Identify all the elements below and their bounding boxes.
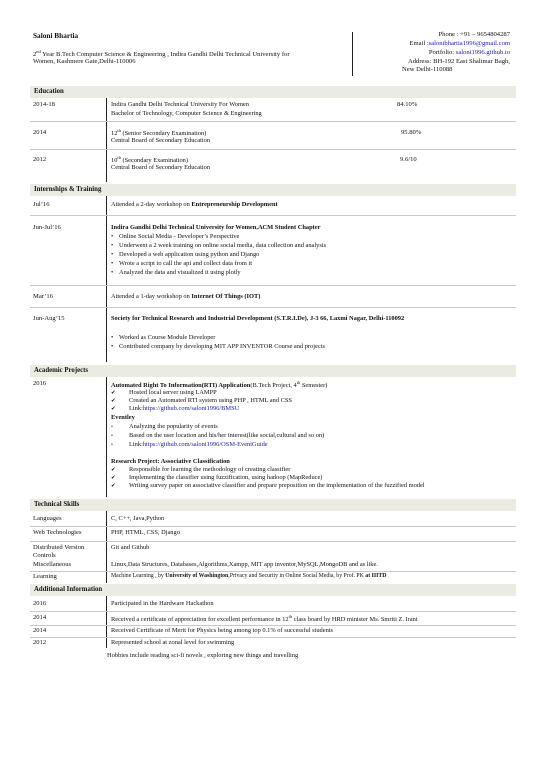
skills-divider <box>106 511 107 583</box>
additional-item: Received Certificate of Merit for Physics being among top 0.1% of successful students <box>111 627 334 634</box>
internship-period: Jun-Aug’15 <box>33 315 65 322</box>
project-title: Research Project: Associative Classification <box>111 458 230 465</box>
education-board: Central Board of Secondary Education <box>111 137 211 144</box>
additional-item: Participated in the Hardware Hackathon <box>111 600 214 607</box>
internship-item: Attended a 1-day workshop on Internet Of Things (IOT) <box>111 293 261 300</box>
list-item: • Underwent a 2 week training on online social media, data collection and analysis <box>111 242 326 249</box>
check-icon: ✔ <box>111 483 116 489</box>
skill-label: Languages <box>33 515 62 522</box>
additional-year: 2016 <box>33 600 47 607</box>
list-item: ✔ Writing survey paper on associative classifier and prepare preposition on the implementation of the fuzzified model <box>111 482 425 489</box>
section-internships: Internships & Training <box>30 184 516 196</box>
additional-year: 2014 <box>33 614 47 621</box>
portfolio-link[interactable]: saloni1996.github.io <box>455 49 510 56</box>
list-item: ✔ Implementing the classifier using fuzzification, using hadoop (MapReduce) <box>111 474 323 481</box>
bullet-icon: • <box>111 424 113 430</box>
email-link[interactable]: salonibhartia1996@gmail.com <box>428 40 510 47</box>
skill-label: Controls <box>33 552 56 559</box>
list-item: ✔ Link:https://github.com/saloni1996/BMSU <box>111 405 240 412</box>
education-board: Central Board of Secondary Education <box>111 164 211 171</box>
row-rule <box>30 285 516 286</box>
hobbies: Hobbies include reading sci-fi novels , exploring new things and travelling <box>107 652 299 659</box>
row-rule <box>30 307 516 308</box>
internship-period: Mar’16 <box>33 293 54 300</box>
education-degree: Bachelor of Technology, Computer Science & Engineering <box>111 110 262 117</box>
college-address: Women, Kashmere Gate,Delhi-110006 <box>33 58 136 65</box>
check-icon: ✔ <box>111 467 116 473</box>
skill-label: Miscellaneous <box>33 561 72 568</box>
row-rule <box>30 637 516 638</box>
education-summary: 2nd Year B.Tech Computer Science & Engineering , Indira Gandhi Delhi Technical University for <box>33 49 290 59</box>
row-rule <box>30 541 516 542</box>
internship-period: Jun-Jul’16 <box>33 224 61 231</box>
row-rule <box>30 121 516 122</box>
skill-value: PHP, HTML, CSS, Django <box>111 529 180 536</box>
row-rule <box>30 625 516 626</box>
section-education: Education <box>30 86 516 98</box>
project-title: Eventley <box>111 414 135 421</box>
skill-value: Git and Github <box>111 544 150 551</box>
check-icon: ✔ <box>111 406 116 412</box>
additional-item: Represented school at zonal level for swimming <box>111 639 235 646</box>
section-skills: Technical Skills <box>30 499 516 511</box>
row-rule <box>30 149 516 150</box>
row-rule <box>30 526 516 527</box>
additional-divider <box>106 596 107 648</box>
list-item: ✔ Created an Automated RTI system using PHP , HTML and CSS <box>111 397 292 404</box>
list-item: • Wrote a script to call the api and collect data from it <box>111 260 252 267</box>
address-line-2: New Delhi-110088 <box>402 66 453 73</box>
internship-item: Attended a 2-day workshop on Entrepreneurship Development <box>111 201 278 208</box>
project-period: 2016 <box>33 380 47 387</box>
education-exam: 10th (Secondary Examination) <box>111 155 188 165</box>
education-score: 9.6/10 <box>400 156 417 163</box>
additional-item: Received a certificate of appreciation for excellent performance in 12th class board by HRD minister Ms. Smriti Z. Irani <box>111 614 418 624</box>
list-item: • Contributed company by developing MIT APP INVENTOR Course and projects <box>111 343 325 350</box>
row-rule <box>30 571 516 572</box>
list-item: • Analyzed the data and visualized it using plotly <box>111 269 241 276</box>
email-line: Email :salonibhartia1996@gmail.com <box>409 40 510 47</box>
education-period: 2014 <box>33 129 47 136</box>
list-item: ✔ Hosted local server using LAMPP <box>111 389 217 396</box>
internship-organization: Society for Technical Research and Industrial Development (S.T.R.I.De), J-3 66, Laxmi Nagar, Delhi-110092 <box>111 315 405 322</box>
skill-label: Web Technologies <box>33 529 82 536</box>
header-divider <box>352 32 353 76</box>
additional-year: 2012 <box>33 639 47 646</box>
candidate-name: Saloni Bhartia <box>33 31 79 40</box>
project-link[interactable]: https://github.com/saloni1996/BMSU <box>142 405 240 412</box>
list-item: • Worked as Course Module Developer <box>111 334 215 341</box>
education-period: 2012 <box>33 156 47 163</box>
education-score: 84.10% <box>397 101 418 108</box>
list-item: • Analyzing the popularity of events <box>111 423 218 430</box>
internship-period: Jul’16 <box>33 201 50 208</box>
check-icon: ✔ <box>111 390 116 396</box>
section-additional: Additional Information <box>30 584 516 596</box>
education-institution: Indira Gandhi Delhi Technical University For Women <box>111 101 249 108</box>
project-link[interactable]: https://github.com/saloni1996/OSM-EventGuide <box>142 441 268 448</box>
phone: Phone : +91 – 9654804287 <box>438 31 510 38</box>
row-rule <box>30 215 516 216</box>
portfolio-line: Portfolio: saloni1996.github.io <box>428 49 510 56</box>
skill-value: Machine Learning , by University of Washington,Privacy and Security in Online Social Media, by Prof. PK at IIITD <box>111 573 387 579</box>
list-item: • Based on the user location and his/her interest(like social,cultural and so on) <box>111 432 325 439</box>
check-icon: ✔ <box>111 475 116 481</box>
education-period: 2014-18 <box>33 101 55 108</box>
education-score: 95.80% <box>401 129 422 136</box>
projects-divider <box>106 377 107 497</box>
list-item: • Developed a web application using python and Django <box>111 251 259 258</box>
project-title: Automated Right To Information(RTI) Application(B.Tech Project, 4th Semester) <box>111 380 328 390</box>
list-item: • Online Social Media - Developer’s Perspective <box>111 233 239 240</box>
check-icon: ✔ <box>111 398 116 404</box>
skill-value: Linux,Data Structures, Databases,Algorithms,Xampp, MIT app inventor,MySQL,MongoDB and as like. <box>111 561 378 568</box>
list-item: ✔ Responsible for learning the methodology of creating classifier <box>111 466 291 473</box>
education-exam: 12th (Senior Secondary Examination) <box>111 128 207 138</box>
skill-label: Distributed Version <box>33 544 85 551</box>
skill-value: C, C++, Java,Python <box>111 515 165 522</box>
list-item: • Link:https://github.com/saloni1996/OSM-EventGuide <box>111 441 268 448</box>
internships-divider <box>106 196 107 362</box>
section-projects: Academic Projects <box>30 365 516 377</box>
address-line-1: Address: BH-192 East Shalimar Bagh, <box>407 58 510 65</box>
bullet-icon: • <box>111 442 113 448</box>
row-rule <box>30 611 516 612</box>
internship-organization: Indira Gandhi Delhi Technical University for Women,ACM Student Chapter <box>111 224 321 231</box>
skill-label: Learning <box>33 573 57 580</box>
bullet-icon: • <box>111 433 113 439</box>
additional-year: 2014 <box>33 627 47 634</box>
education-divider <box>106 98 107 182</box>
